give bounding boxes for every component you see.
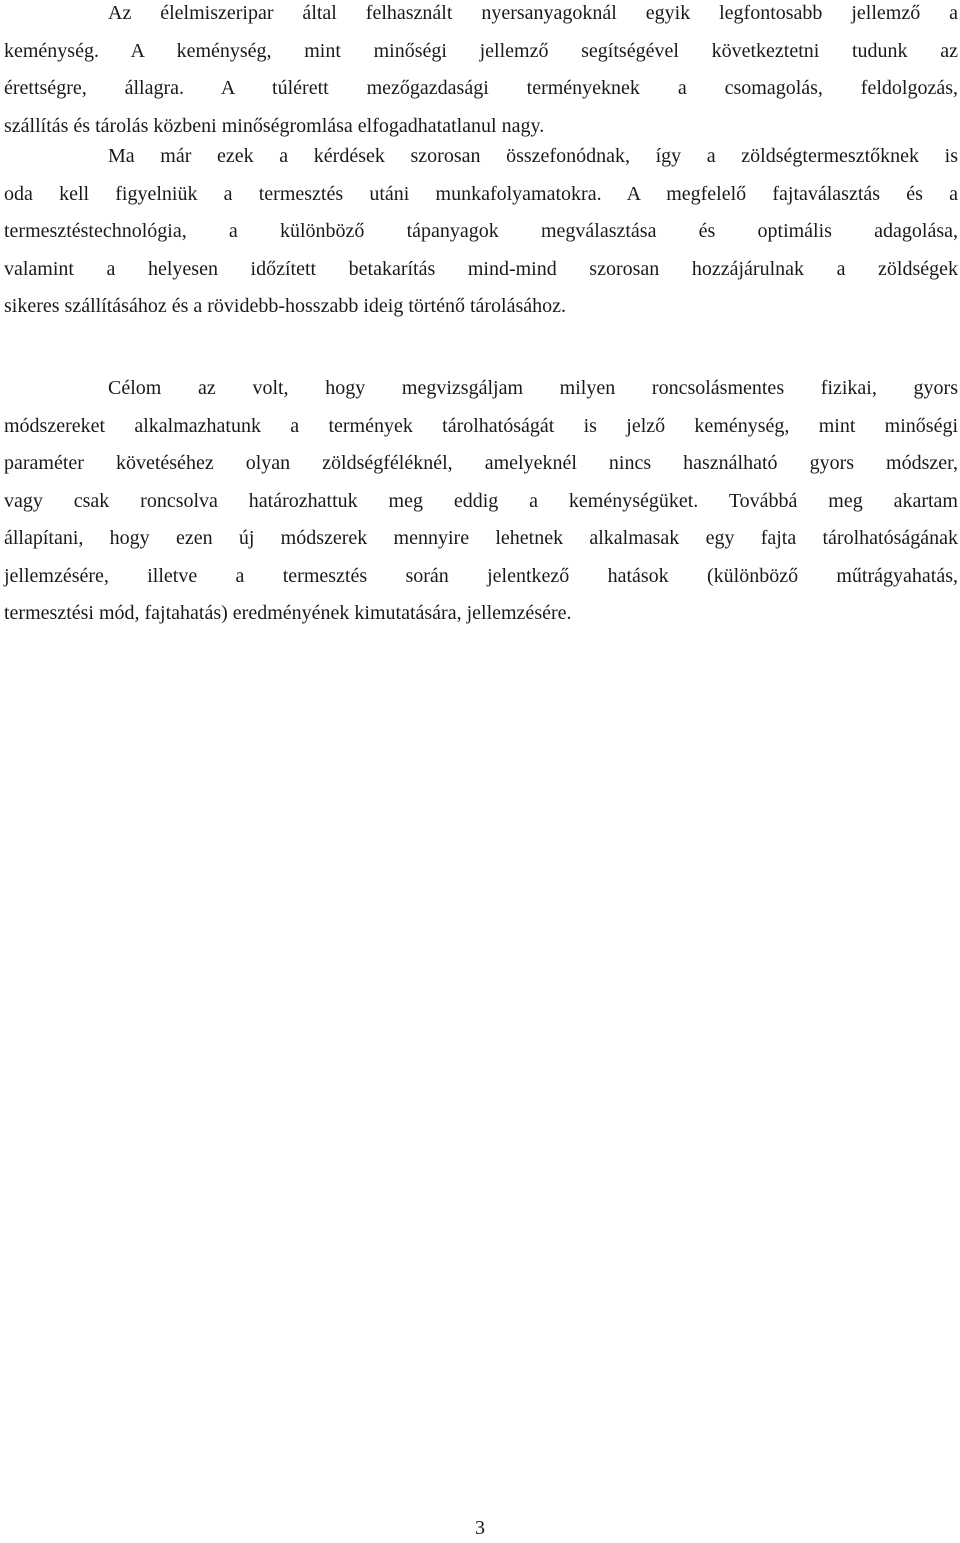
paragraph-line: valamint a helyesen időzített betakarítás mind-mind szorosan hozzájárulnak a zöldségek — [4, 257, 958, 280]
paragraph-line: Ma már ezek a kérdések szorosan összefonódnak, így a zöldségtermesztőknek is — [108, 145, 958, 167]
paragraph-line: jellemzésére, illetve a termesztés során jelentkező hatások (különböző műtrágyahatás, — [4, 564, 958, 587]
paragraph-line: érettségre, állagra. A túlérett mezőgazdasági terményeknek a csomagolás, feldolgozás, — [4, 77, 958, 99]
paragraph-line: Az élelmiszeripar által felhasznált nyersanyagoknál egyik legfontosabb jellemző a — [108, 2, 958, 24]
paragraph-line: paraméter követéséhez olyan zöldségféléknél, amelyeknél nincs használható gyors módszer, — [4, 452, 958, 474]
paragraph-line: szállítás és tárolás közbeni minőségromlása elfogadhatatlanul nagy. — [4, 114, 545, 137]
paragraph-line: keménység. A keménység, mint minőségi jellemző segítségével következtetni tudunk az — [4, 39, 958, 62]
paragraph-line: oda kell figyelniük a termesztés utáni munkafolyamatokra. A megfelelő fajtaválasztás és a — [4, 182, 958, 205]
paragraph-3 — [4, 370, 958, 633]
paragraph-line: sikeres szállításához és a rövidebb-hosszabb ideig történő tárolásához. — [4, 295, 567, 317]
page-number: 3 — [475, 1517, 485, 1539]
paragraph-line: termesztéstechnológia, a különböző tápanyagok megválasztása és optimális adagolása, — [4, 220, 958, 242]
paragraph-line: módszereket alkalmazhatunk a termények tárolhatóságát is jelző keménység, mint minőségi — [4, 414, 958, 437]
paragraph-1 — [4, 0, 958, 145]
paragraph-2 — [4, 138, 958, 326]
paragraph-line: Célom az volt, hogy megvizsgáljam milyen roncsolásmentes fizikai, gyors — [108, 377, 958, 399]
paragraph-line: állapítani, hogy ezen új módszerek mennyire lehetnek alkalmasak egy fajta tárolhatóságának — [4, 527, 958, 549]
paragraph-line: vagy csak roncsolva határozhattuk meg eddig a keménységüket. Továbbá meg akartam — [4, 489, 958, 512]
paragraph-line: termesztési mód, fajtahatás) eredményének kimutatására, jellemzésére. — [4, 602, 572, 624]
